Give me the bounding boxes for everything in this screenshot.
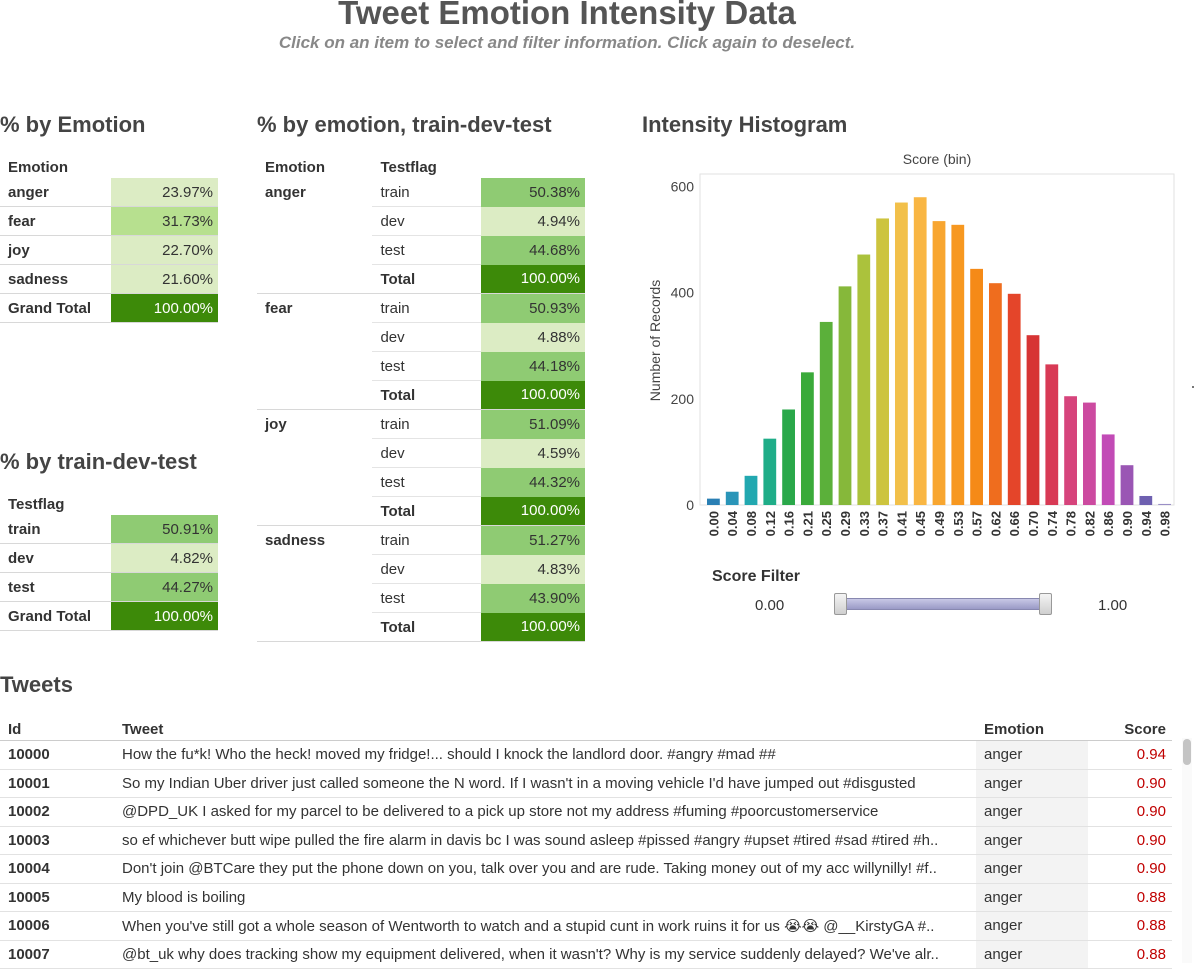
cell-value[interactable]: 100.00% [481, 613, 585, 642]
histogram-bar[interactable] [801, 372, 814, 505]
tweet-id[interactable]: 10005 [0, 883, 114, 912]
row-label[interactable]: dev [0, 544, 111, 573]
grand-total-label[interactable]: Grand Total [0, 294, 111, 323]
row-value[interactable]: 22.70% [111, 236, 218, 265]
cell-value[interactable]: 50.93% [481, 294, 585, 323]
x-tick-label: 0.16 [781, 511, 797, 537]
tweets-scrollbar[interactable] [1182, 738, 1192, 963]
table-row[interactable] [257, 207, 585, 236]
testflag-label[interactable]: test [372, 352, 480, 381]
tweet-id[interactable]: 10004 [0, 855, 114, 884]
x-tick-label: 0.37 [875, 511, 891, 537]
x-tick-label: 0.78 [1063, 511, 1079, 537]
x-tick-label: 0.98 [1157, 511, 1173, 537]
x-tick-label: 0.70 [1026, 511, 1041, 537]
table-row[interactable] [0, 798, 1172, 827]
score-filter-track[interactable] [840, 598, 1050, 610]
tweet-score[interactable]: 0.90 [1088, 769, 1172, 798]
score-filter-label: Score Filter [712, 568, 801, 585]
histogram-bar[interactable] [1027, 335, 1040, 505]
x-tick-label: 0.33 [856, 511, 872, 537]
tweet-text[interactable]: @bt_uk why does tracking show my equipment delivered, when it wasn't? Why is my service suddenly delayed? We've alr.. [114, 940, 976, 969]
emotion-header: Emotion [8, 159, 68, 176]
testflag-label[interactable]: Total [372, 265, 480, 294]
x-tick-label: 0.86 [1101, 511, 1117, 537]
cell-value[interactable]: 51.09% [481, 410, 585, 439]
cell-value[interactable]: 4.83% [481, 555, 585, 584]
tweet-header: Tweet [114, 716, 976, 741]
table-row[interactable] [0, 826, 1172, 855]
table-row[interactable] [0, 912, 1172, 941]
histogram-bar[interactable] [914, 197, 927, 505]
x-tick-label: 0.62 [988, 511, 1004, 537]
cell-value[interactable]: 44.32% [481, 468, 585, 497]
histogram-bar[interactable] [820, 322, 833, 505]
by-emotion-title: % by Emotion [0, 112, 146, 137]
tweet-id[interactable]: 10007 [0, 940, 114, 969]
x-tick-label: 0.53 [950, 511, 966, 537]
row-value[interactable]: 50.91% [111, 515, 218, 544]
histogram-bar[interactable] [782, 409, 795, 505]
row-value[interactable]: 4.82% [111, 544, 218, 573]
row-value[interactable]: 31.73% [111, 207, 218, 236]
table-row[interactable] [257, 265, 585, 294]
testflag-label[interactable]: train [372, 410, 480, 439]
row-label[interactable]: joy [0, 236, 111, 265]
x-tick-label: 0.82 [1082, 511, 1098, 537]
x-tick-label: 0.00 [706, 511, 722, 537]
page-subtitle: Click on an item to select and filter information. Click again to deselect. [278, 33, 856, 52]
table-row[interactable] [0, 178, 218, 207]
row-value[interactable]: 44.27% [111, 573, 218, 602]
by-emotion-table [0, 152, 218, 323]
y-tick-label: 200 [670, 390, 694, 407]
score-filter-min: 0.00 [755, 597, 785, 614]
cell-value[interactable]: 100.00% [481, 497, 585, 526]
id-header: Id [0, 716, 114, 741]
histogram-bar[interactable] [857, 255, 870, 505]
histogram-bar[interactable] [1121, 465, 1134, 505]
emotion-header: Emotion [976, 716, 1088, 741]
row-value[interactable]: 21.60% [111, 265, 218, 294]
cell-value[interactable]: 100.00% [481, 381, 585, 410]
testflag-label[interactable]: dev [372, 207, 480, 236]
cell-value[interactable]: 50.38% [481, 178, 585, 207]
emotion-label [257, 236, 372, 265]
x-tick-label: 0.12 [762, 511, 778, 537]
histogram-bar[interactable] [839, 286, 852, 505]
y-axis-label: Number of Records [647, 279, 663, 402]
score-filter-max: 1.00 [1098, 597, 1128, 614]
testflag-label[interactable]: dev [372, 439, 480, 468]
testflag-label[interactable]: train [372, 294, 480, 323]
tweet-text[interactable]: so ef whichever butt wipe pulled the fire alarm in davis bc I was sound asleep #pissed #angry #upset #tired #sad #tired #h.. [114, 826, 976, 855]
emotion-label [257, 352, 372, 381]
cell-value[interactable]: 100.00% [481, 265, 585, 294]
tweet-id[interactable]: 10003 [0, 826, 114, 855]
histogram-bar[interactable] [1139, 496, 1152, 505]
tweets-title: Tweets [0, 672, 73, 697]
table-row[interactable] [257, 526, 585, 555]
cell-value[interactable]: 44.18% [481, 352, 585, 381]
table-row[interactable] [257, 381, 585, 410]
testflag-label[interactable]: train [372, 526, 480, 555]
testflag-label[interactable]: test [372, 468, 480, 497]
x-tick-label: 0.08 [744, 511, 759, 537]
tweet-score[interactable]: 0.88 [1088, 883, 1172, 912]
tweet-text[interactable]: Don't join @BTCare they put the phone down on you, talk over you and are rude. Taking money out of my acc willynilly! #f.. [114, 855, 976, 884]
emotion-label [257, 207, 372, 236]
emotion-label [257, 613, 372, 642]
tweet-score[interactable]: 0.88 [1088, 940, 1172, 969]
grand-total-value[interactable]: 100.00% [111, 294, 218, 323]
emotion-label[interactable]: fear [265, 299, 293, 317]
histogram-bar[interactable] [1083, 403, 1096, 505]
table-row[interactable] [0, 883, 1172, 912]
emotion-label [257, 497, 372, 526]
table-row[interactable] [257, 555, 585, 584]
tweet-text[interactable]: So my Indian Uber driver just called someone the N word. If I wasn't in a moving vehicle I'd have jumped out #disgusted [114, 769, 976, 798]
tweet-emotion[interactable]: anger [976, 940, 1088, 969]
tweet-id[interactable]: 10000 [0, 741, 114, 770]
y-tick-label: 400 [670, 284, 694, 301]
y-tick-label: 600 [670, 178, 694, 195]
tweet-emotion[interactable]: anger [976, 798, 1088, 827]
histogram-svg [642, 148, 1182, 558]
table-row[interactable] [0, 855, 1172, 884]
intensity-histogram [642, 148, 1182, 558]
emotion-label [257, 584, 372, 613]
table-row[interactable] [257, 178, 585, 207]
table-row[interactable] [257, 584, 585, 613]
tweet-text[interactable]: @DPD_UK I asked for my parcel to be delivered to a pick up store not my address #fuming #poorcustomerservice [114, 798, 976, 827]
histogram-bar[interactable] [1102, 434, 1115, 505]
emotion-header: Emotion [265, 159, 325, 176]
histogram-bar[interactable] [895, 203, 908, 505]
tweet-score[interactable]: 0.90 [1088, 798, 1172, 827]
x-tick-label: 0.57 [969, 511, 985, 537]
histogram-bar[interactable] [707, 499, 720, 505]
grand-total-row[interactable] [0, 294, 218, 323]
table-row[interactable] [0, 236, 218, 265]
row-label[interactable]: test [0, 573, 111, 602]
x-tick-label: 0.21 [800, 511, 816, 537]
tweet-score[interactable]: 0.94 [1088, 741, 1172, 770]
score-filter-max-handle[interactable] [1039, 593, 1052, 615]
table-row[interactable] [257, 468, 585, 497]
table-row[interactable] [0, 769, 1172, 798]
x-tick-label: 0.41 [894, 511, 910, 537]
histogram-bar[interactable] [876, 218, 889, 505]
table-row[interactable] [257, 294, 585, 323]
emotion-label[interactable]: sadness [265, 531, 326, 549]
table-row[interactable] [0, 573, 218, 602]
table-row[interactable] [0, 741, 1172, 770]
testflag-label[interactable]: train [372, 178, 480, 207]
x-tick-label: 0.94 [1138, 511, 1154, 537]
testflag-label[interactable]: dev [372, 555, 480, 584]
testflag-label[interactable]: Total [372, 497, 480, 526]
tweet-emotion[interactable]: anger [976, 912, 1088, 941]
cell-value[interactable]: 4.88% [481, 323, 585, 352]
testflag-header: Testflag [380, 159, 437, 176]
tweet-emotion[interactable]: anger [976, 826, 1088, 855]
tweet-emotion[interactable]: anger [976, 883, 1088, 912]
table-row[interactable] [257, 613, 585, 642]
tweet-score[interactable]: 0.90 [1088, 855, 1172, 884]
emotion-label [257, 265, 372, 294]
emotion-label[interactable]: joy [265, 415, 287, 433]
histogram-title: Intensity Histogram [642, 112, 848, 137]
emotion-label [257, 468, 372, 497]
row-label[interactable]: sadness [0, 265, 111, 294]
stray-dot [1192, 386, 1194, 388]
x-tick-label: 0.25 [819, 511, 835, 537]
histogram-bar[interactable] [989, 283, 1002, 505]
tweet-id[interactable]: 10006 [0, 912, 114, 941]
table-row[interactable] [0, 544, 218, 573]
histogram-bar[interactable] [933, 221, 946, 505]
by-split-title: % by train-dev-test [0, 449, 197, 474]
tweets-table [0, 716, 1172, 969]
histogram-bar[interactable] [951, 225, 964, 505]
grand-total-row[interactable] [0, 602, 218, 631]
cell-value[interactable]: 4.94% [481, 207, 585, 236]
histogram-bar[interactable] [745, 476, 758, 505]
emotion-label [257, 439, 372, 468]
x-tick-label: 0.04 [725, 511, 741, 537]
table-row[interactable] [257, 439, 585, 468]
table-row[interactable] [257, 410, 585, 439]
tweet-emotion[interactable]: anger [976, 741, 1088, 770]
grand-total-value[interactable]: 100.00% [111, 602, 218, 631]
histogram-bar[interactable] [1045, 364, 1058, 505]
testflag-label[interactable]: dev [372, 323, 480, 352]
tweet-score[interactable]: 0.90 [1088, 826, 1172, 855]
tweet-score[interactable]: 0.88 [1088, 912, 1172, 941]
x-tick-label: 0.74 [1044, 511, 1060, 537]
x-tick-label: 0.66 [1007, 511, 1023, 537]
emotion-label[interactable]: anger [265, 183, 306, 201]
testflag-label[interactable]: Total [372, 613, 480, 642]
testflag-header: Testflag [8, 496, 65, 513]
testflag-label[interactable]: Total [372, 381, 480, 410]
score-filter-min-handle[interactable] [834, 593, 847, 615]
tweet-text[interactable]: How the fu*k! Who the heck! moved my fridge!... should I knock the landlord door. #angry #mad ## [114, 741, 976, 770]
tweet-text[interactable]: My blood is boiling [114, 883, 976, 912]
cell-value[interactable]: 4.59% [481, 439, 585, 468]
table-row[interactable] [0, 265, 218, 294]
tweets-scrollbar-thumb[interactable] [1183, 739, 1191, 765]
row-value[interactable]: 23.97% [111, 178, 218, 207]
tweet-text[interactable]: When you've still got a whole season of Wentworth to watch and a stupid cunt in work ruins it for us 😭😭 @__KirstyGA #.. [114, 912, 976, 941]
cell-value[interactable]: 44.68% [481, 236, 585, 265]
tweet-emotion[interactable]: anger [976, 769, 1088, 798]
row-label[interactable]: train [0, 515, 111, 544]
histogram-bar[interactable] [1064, 396, 1077, 505]
table-row[interactable] [0, 940, 1172, 969]
histogram-bar[interactable] [970, 269, 983, 505]
row-label[interactable]: fear [0, 207, 111, 236]
testflag-label[interactable]: test [372, 236, 480, 265]
histogram-bar[interactable] [726, 492, 739, 505]
score-header: Score [1088, 716, 1172, 741]
tweet-emotion[interactable]: anger [976, 855, 1088, 884]
x-tick-label: 0.49 [932, 511, 947, 537]
by-split-table [0, 489, 218, 631]
table-row[interactable] [257, 323, 585, 352]
table-row[interactable] [0, 207, 218, 236]
row-label[interactable]: anger [0, 178, 111, 207]
table-row[interactable] [257, 236, 585, 265]
by-emotion-split-title: % by emotion, train-dev-test [257, 112, 552, 137]
histogram-bar[interactable] [763, 439, 776, 505]
tweet-id[interactable]: 10001 [0, 769, 114, 798]
emotion-label [257, 381, 372, 410]
x-tick-label: 0.29 [838, 511, 853, 537]
emotion-label [257, 555, 372, 584]
x-tick-label: 0.90 [1120, 511, 1135, 537]
tweet-id[interactable]: 10002 [0, 798, 114, 827]
emotion-label [257, 323, 372, 352]
y-tick-label: 0 [686, 497, 694, 513]
histogram-bar[interactable] [1158, 504, 1171, 505]
testflag-label[interactable]: test [372, 584, 480, 613]
histogram-bar[interactable] [1008, 294, 1021, 505]
by-emotion-split-table [257, 152, 585, 642]
grand-total-label[interactable]: Grand Total [0, 602, 111, 631]
cell-value[interactable]: 51.27% [481, 526, 585, 555]
table-row[interactable] [257, 352, 585, 381]
x-tick-label: 0.45 [913, 511, 929, 537]
cell-value[interactable]: 43.90% [481, 584, 585, 613]
page-title: Tweet Emotion Intensity Data [338, 0, 796, 31]
table-row[interactable] [257, 497, 585, 526]
table-row[interactable] [0, 515, 218, 544]
chart-title: Score (bin) [902, 151, 972, 167]
